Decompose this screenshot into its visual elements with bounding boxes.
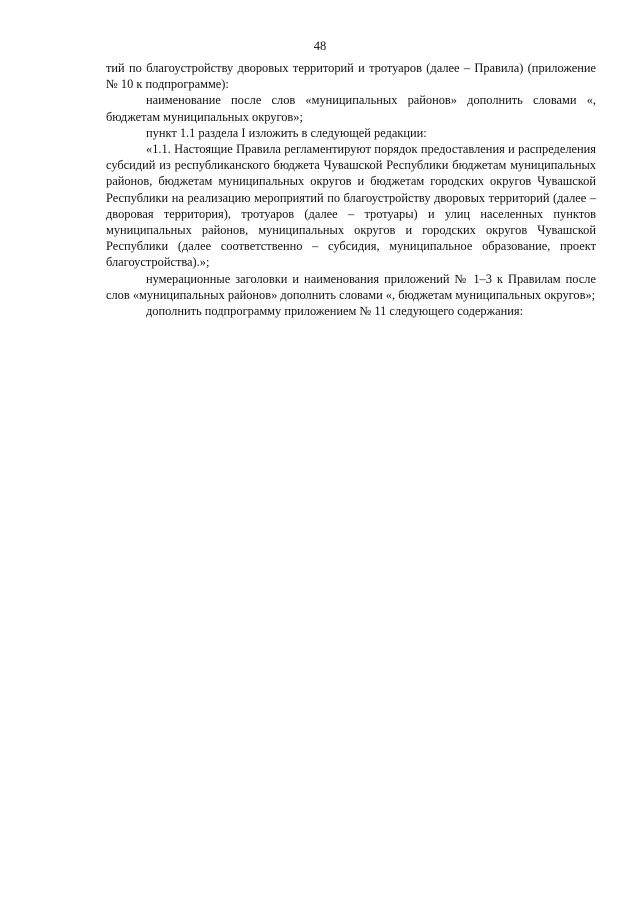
- paragraph-appendix-headings: нумерационные заголовки и наименования приложений № 1–3 к Правилам после слов «муниципальных районов» дополнить словами «, бюджетам муниципальных округов»;: [106, 271, 596, 302]
- paragraph-continuation: тий по благоустройству дворовых территорий и тротуаров (далее – Правила) (приложение № 10 к подпрограмме):: [106, 61, 596, 92]
- paragraph-point-1-1-intro: пункт 1.1 раздела I изложить в следующей редакции:: [146, 125, 427, 140]
- paragraph-name-amendment: наименование после слов «муниципальных районов» дополнить словами «, бюджетам муниципальных округов»;: [106, 93, 596, 124]
- document-body: [106, 60, 596, 319]
- paragraph-point-1-1-text: «1.1. Настоящие Правила регламентируют порядок предоставления и распределения субсидий из республиканского бюджета Чувашской Республики бюджетам муниципальных районов, бюджетам муниципальных округов и бюджетам городских округов Чувашской Республики на реализацию мероприятий по благоустройству дворовых территорий (далее – дворовая территория), тротуаров (далее – тротуары) и улиц населенных пунктов муниципальных районов, муниципальных округов и городских округов Чувашской Республики (далее соответственно – субсидия, муниципальное образование, проект благоустройства).»;: [106, 142, 596, 270]
- paragraph-appendix-11: дополнить подпрограмму приложением № 11 следующего содержания:: [146, 304, 524, 319]
- page-number: 48: [313, 39, 327, 53]
